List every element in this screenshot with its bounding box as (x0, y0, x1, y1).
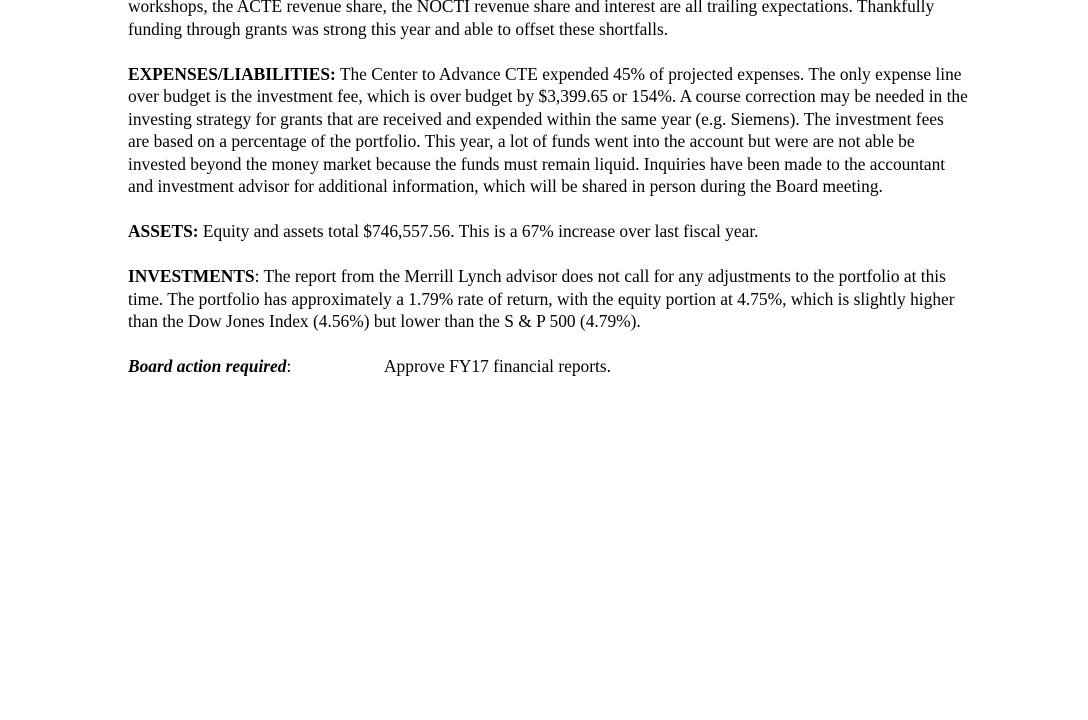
board-action-value: Approve FY17 financial reports. (384, 356, 611, 376)
expenses-text: The Center to Advance CTE expended 45% of projected expenses. The only expense line over budget is the investment fee, which is over budget by $3,399.65 or 154%. A course correction may be needed in the investing strategy for grants that are received and expended within the same year (e.g. Siemens). The investment fees are based on a percentage of the portfolio. This year, a lot of funds went into the account but were are not able be invested beyond the money market because the funds must remain liquid. Inquiries have been made to the accountant and investment advisor for additional information, which will be shared in person during the Board meeting. (128, 63, 968, 196)
assets-paragraph (128, 220, 968, 243)
revenue-continuation-paragraph (128, 0, 968, 40)
assets-text: Equity and assets total $746,557.56. This is a 67% increase over last fiscal year. (198, 221, 759, 241)
assets-heading: ASSETS: (128, 221, 199, 241)
investments-text: : The report from the Merrill Lynch advisor does not call for any adjustments to the portfolio at this time. The portfolio has approximately a 1.79% rate of return, with the equity portion at 4.75%, which is slightly higher than the Dow Jones Index (4.56%) but lower than the S & P 500 (4.79%). (128, 266, 955, 331)
board-action-colon: : (286, 356, 292, 376)
expenses-heading: EXPENSES/LIABILITIES: (128, 63, 336, 84)
board-action-row (128, 355, 968, 378)
expenses-paragraph (128, 63, 968, 198)
document-page (128, 0, 968, 378)
investments-heading: INVESTMENTS (128, 266, 255, 286)
investments-paragraph (128, 265, 968, 333)
revenue-continuation-text: workshops, the ACTE revenue share, the NOCTI revenue share and interest are all trailing expectations. Thankfully funding through grants was strong this year and able to offset these shortfalls. (128, 0, 935, 39)
board-action-label: Board action required (128, 356, 287, 376)
